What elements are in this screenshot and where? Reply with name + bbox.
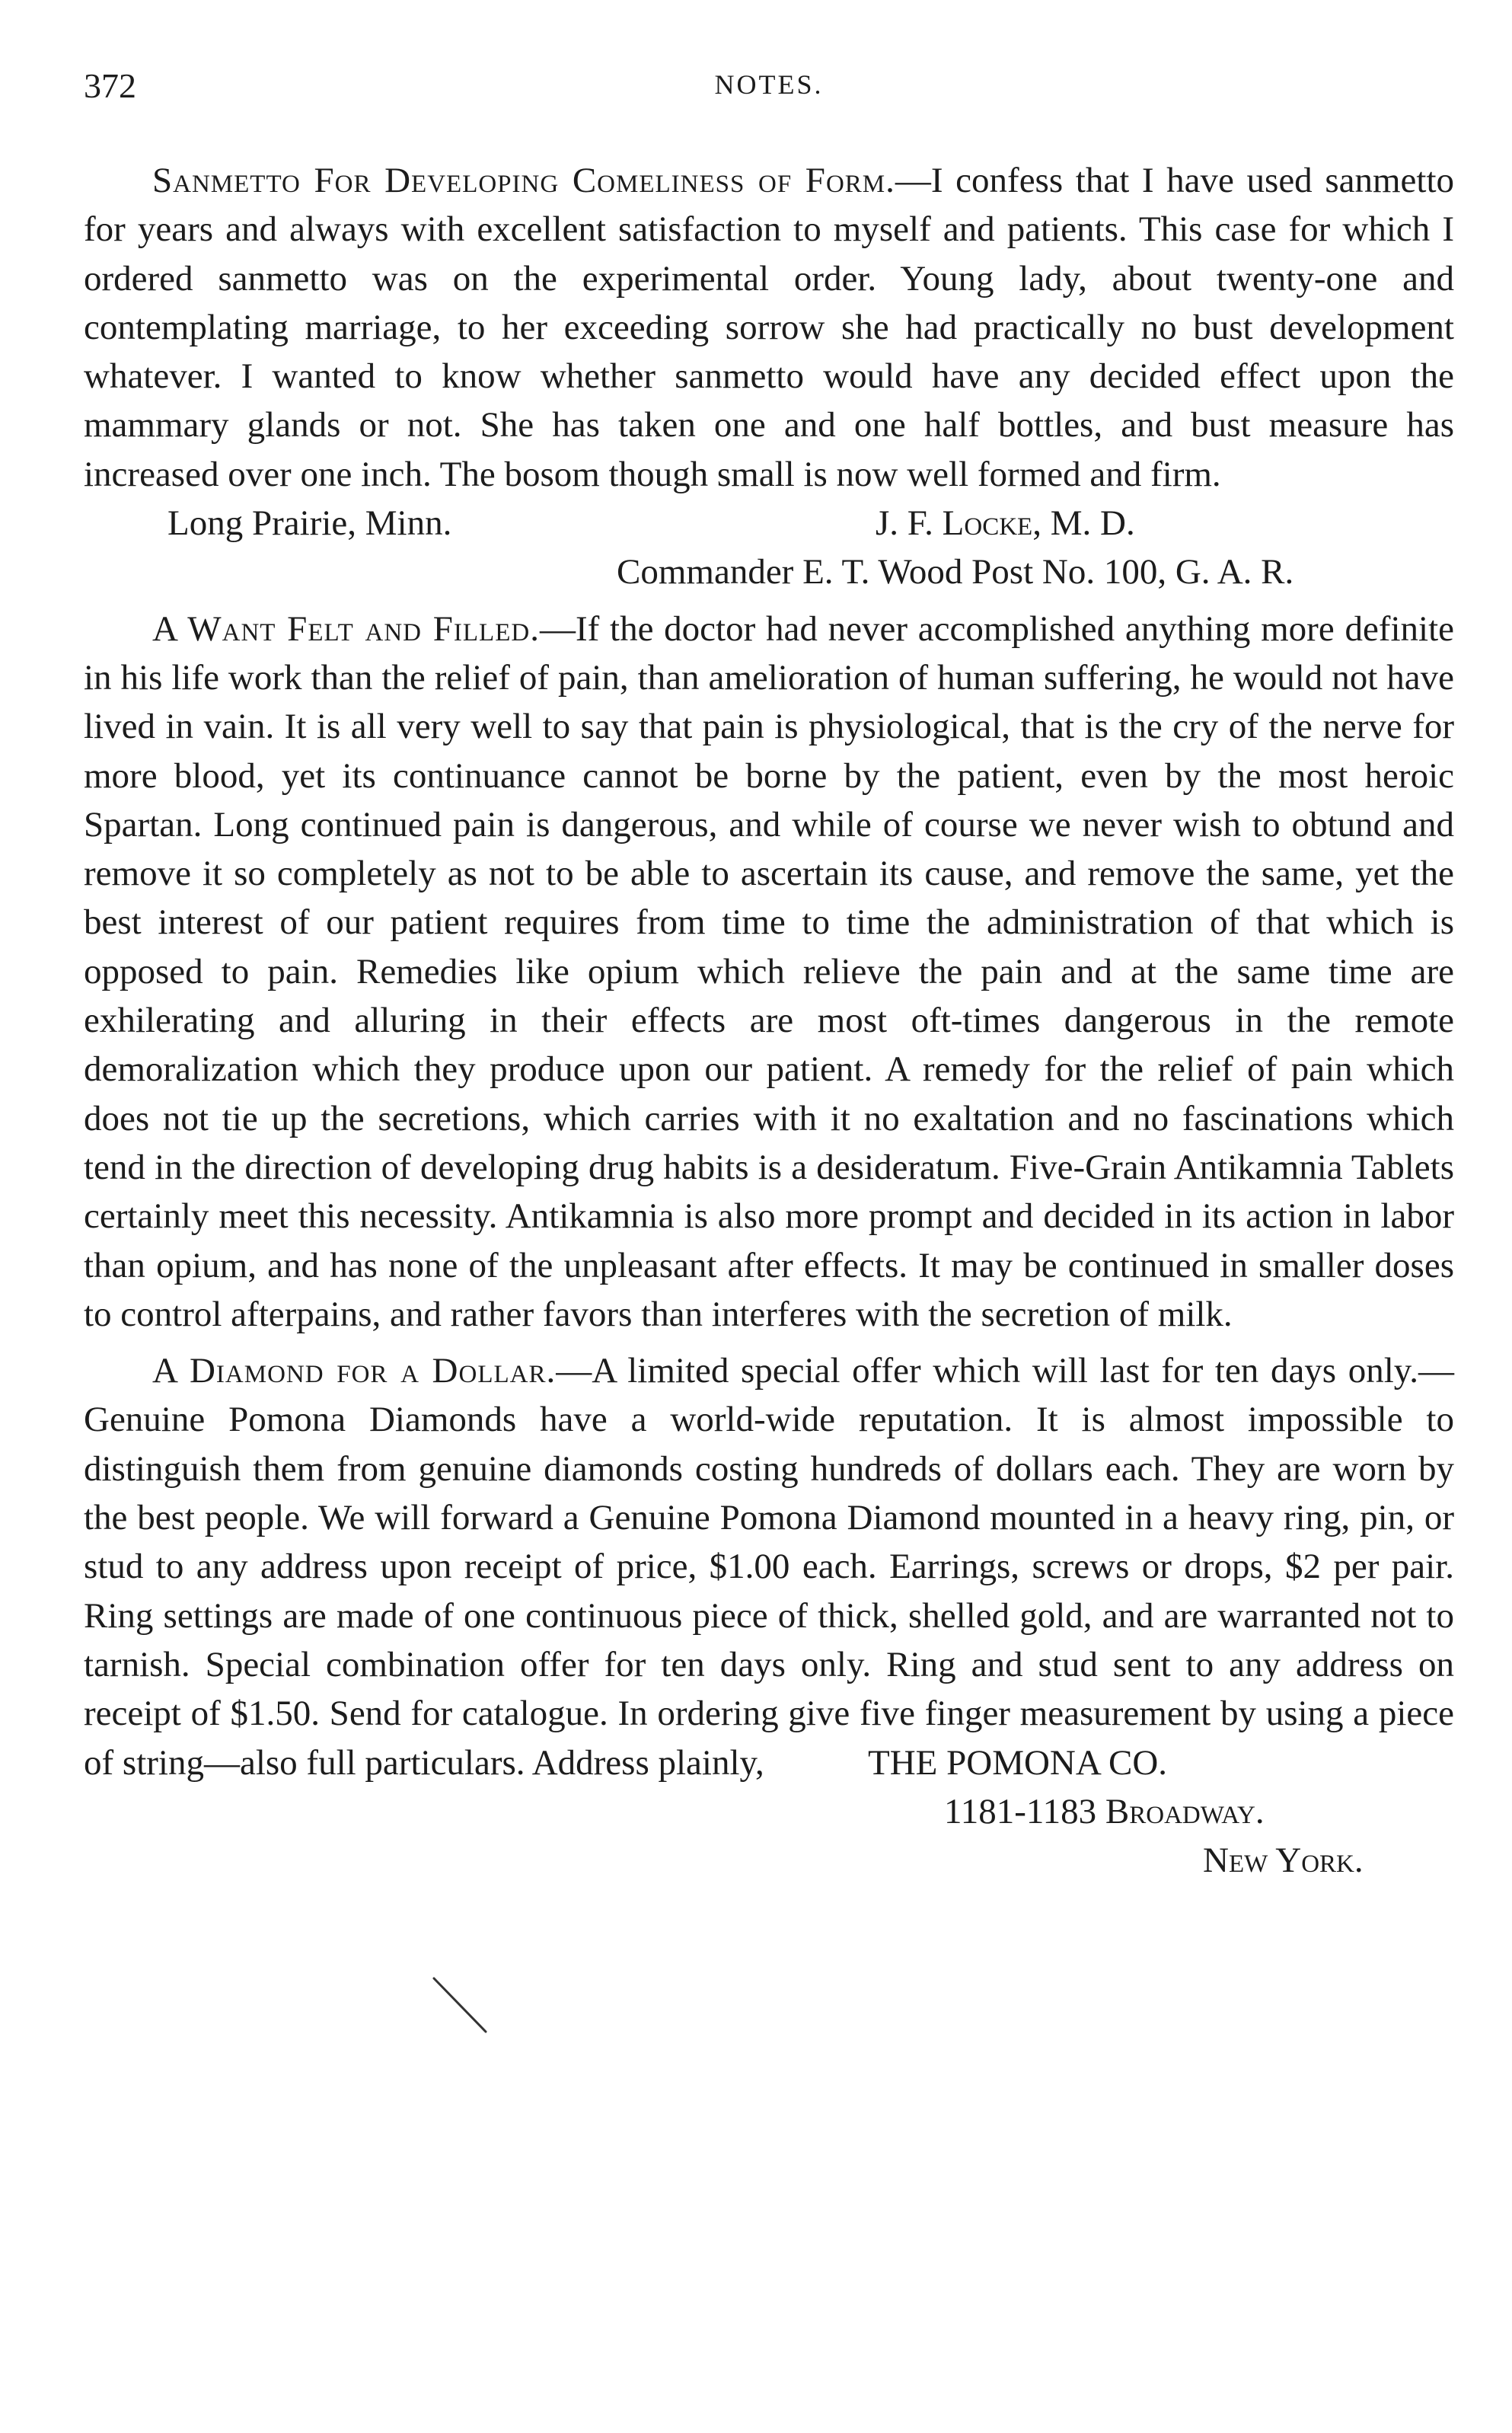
stray-ink-mark <box>426 1972 518 2041</box>
diamond-text: —A limited special offer which will last for ten days only.—Genuine Pomona Diamonds have a world-wide reputation. It is almost impossible to distinguish them from genuine diamonds costing hundreds of dollars each. They are worn by the best people. We will forward a Genuine Pomona Diamond mounted in a heavy ring, pin, or stud to any address upon receipt of price, $1.00 each. Earrings, screws or drops, $2 per pair. Ring settings are made of one continuous piece of thick, shelled gold, and are warranted not to tarnish. Special combination offer for ten days only. Ring and stud sent to any address on receipt of $1.50. Send for catalogue. In ordering give five finger measurement by using a piece of string—also full particulars. Address plainly, <box>84 1351 1454 1783</box>
company-city: New York. <box>1203 1840 1364 1880</box>
diamond-paragraph <box>84 1346 1454 1787</box>
diamond-heading: A Diamond for a Dollar. <box>152 1351 557 1391</box>
want-felt-paragraph <box>84 605 1454 1339</box>
company-name: THE POMONA CO. <box>868 1742 1168 1783</box>
page-body <box>84 156 1454 1985</box>
signature-affiliation: Commander E. T. Wood Post No. 100, G. A. R. <box>617 552 1294 592</box>
company-street: 1181-1183 Broadway. <box>944 1791 1265 1831</box>
sanmetto-text: —I confess that I have used sanmetto for years and always with excellent satisfaction to myself and patients. This case for which I ordered sanmetto was on the experimental order. Young lady, about twenty-one and contemplating marriage, to her exceeding sorrow she had practically no bust development whatever. I wanted to know whether sanmetto would have any decided effect upon the mammary glands or not. She has taken one and one half bottles, and bust measure has increased over one inch. The bosom though small is now well formed and firm. <box>84 161 1455 494</box>
company-address <box>84 1742 1454 1985</box>
page-number: 372 <box>84 66 136 105</box>
sanmetto-paragraph <box>84 156 1454 499</box>
want-felt-heading: A Want Felt and Filled. <box>152 608 540 649</box>
affiliation-line <box>84 548 1454 596</box>
sanmetto-heading: Sanmetto For Developing Comeliness of Form. <box>152 161 895 200</box>
page-header <box>84 65 1454 111</box>
signature-author: J. F. Locke, M. D. <box>876 503 1135 544</box>
signature-line <box>84 499 1454 548</box>
signature-place: Long Prairie, Minn. <box>167 503 452 544</box>
running-head: NOTES. <box>714 69 824 100</box>
want-felt-text: —If the doctor had never accomplished anything more definite in his life work than the relief of pain, than amelioration of human suffering, he would not have lived in vain. It is all very well to say that pain is physiological, that is the cry of the nerve for more blood, yet its continuance cannot be borne by the patient, even by the most heroic Spartan. Long continued pain is dangerous, and while of course we never wish to obtund and remove it so completely as not to be able to ascertain its cause, and remove the same, yet the best interest of our patient requires from time to time the administration of that which is opposed to pain. Remedies like opium which relieve the pain and at the same time are exhilerating and alluring in their effects are most oft-times dangerous in the remote demoralization which they produce upon our patient. A remedy for the relief of pain which does not tie up the secretions, which carries with it no exaltation and no fascinations which tend in the direction of developing drug habits is a desideratum. Five-Grain Antikamnia Tablets certainly meet this necessity. Antikamnia is also more prompt and decided in its action in labor than opium, and has none of the unpleasant after effects. It may be continued in smaller doses to control afterpains, and rather favors than interferes with the secretion of milk. <box>84 608 1454 1334</box>
